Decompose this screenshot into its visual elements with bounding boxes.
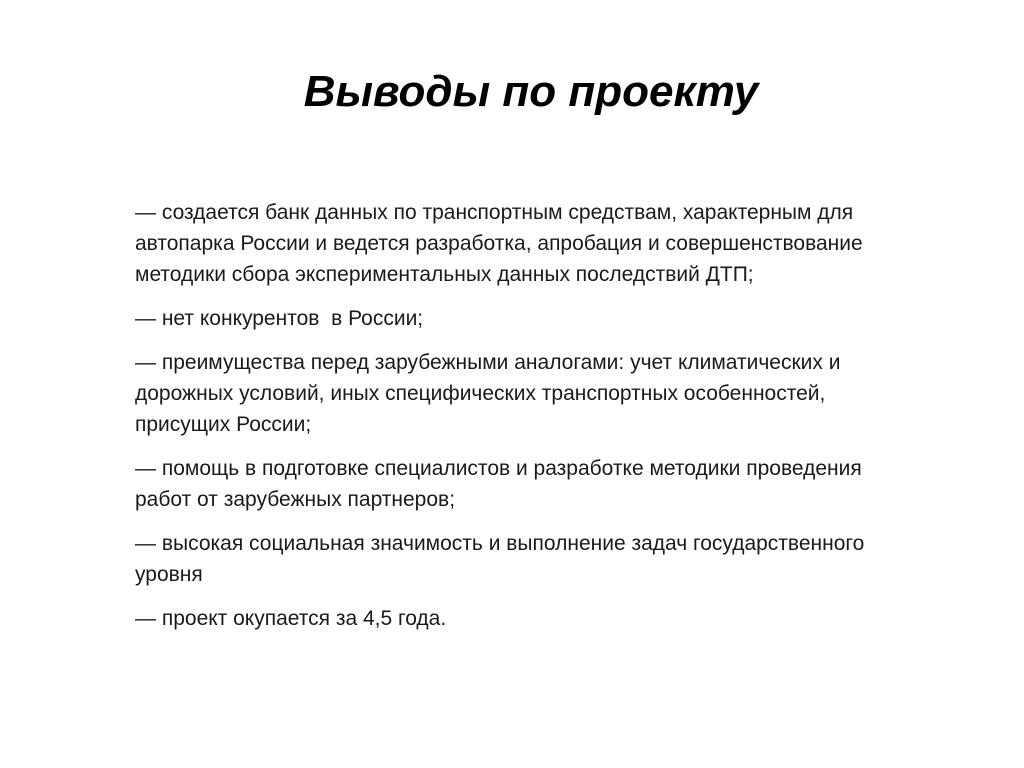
- conclusion-item-advantages: — преимущества перед зарубежными аналогами: учет климатических и дорожных условий, иных специфических транспортных особенностей, присущих России;: [135, 351, 841, 436]
- slide-title: Выводы по проекту: [303, 67, 759, 116]
- conclusion-item-social-significance: — высокая социальная значимость и выполнение задач государственного уровня: [135, 532, 865, 586]
- conclusion-item-training: — помощь в подготовке специалистов и разработке методики проведения работ от зарубежных партнеров;: [135, 457, 862, 511]
- conclusion-item-no-competitors: — нет конкурентов в России;: [135, 307, 424, 330]
- conclusion-item-payback: — проект окупается за 4,5 года.: [135, 607, 447, 630]
- conclusions-list: [135, 197, 895, 647]
- conclusion-item-data-bank: — создается банк данных по транспортным средствам, характерным для автопарка России и ведется разработка, апробация и совершенствование методики сбора экспериментальных данных последствий ДТП;: [135, 201, 863, 286]
